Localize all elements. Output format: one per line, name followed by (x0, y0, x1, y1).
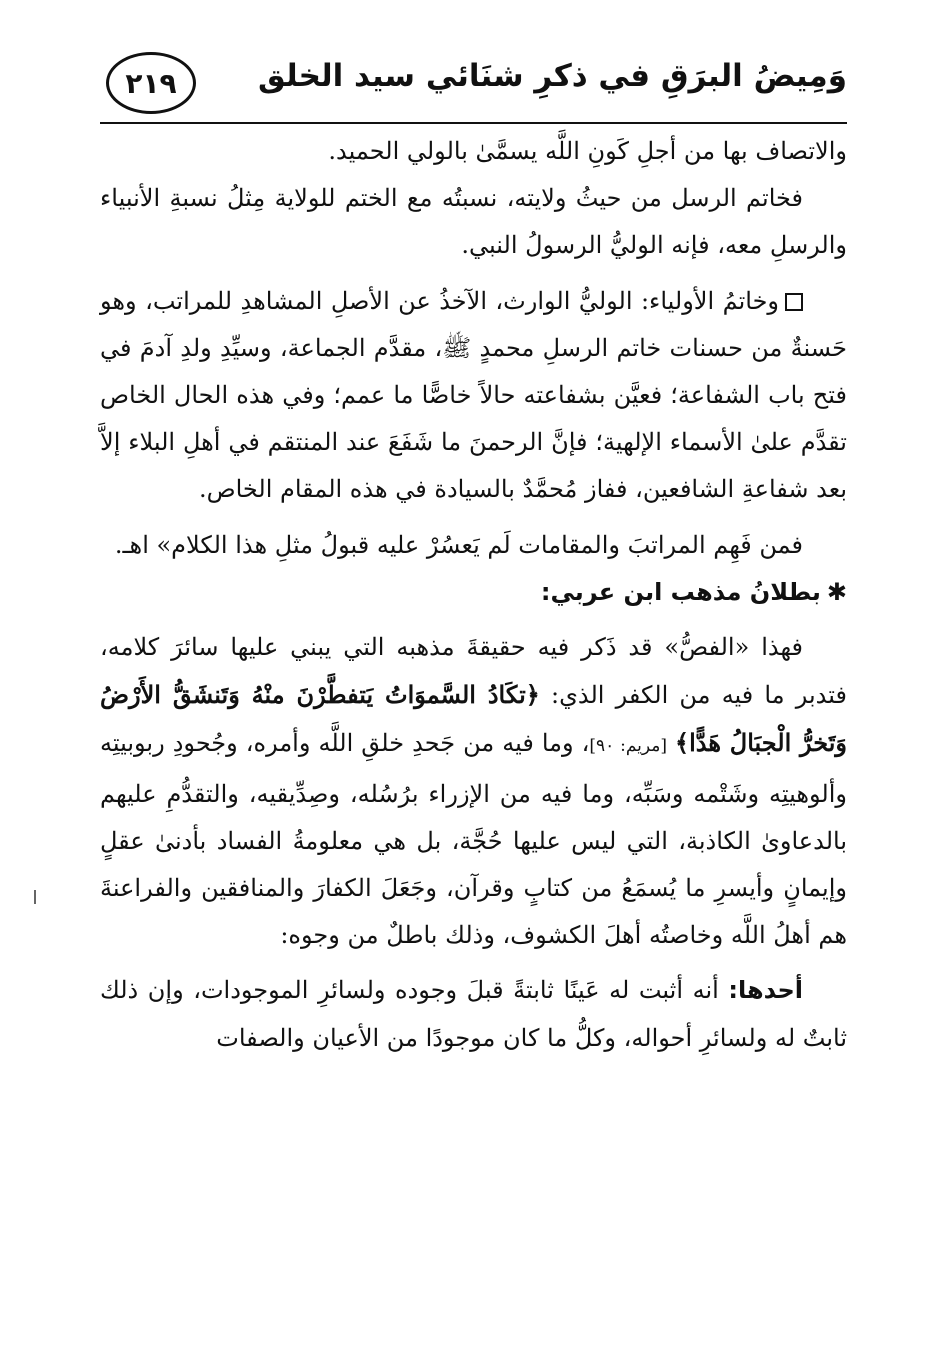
quran-verse: ﴿تكَادُ السَّموَاتُ يَتفطَّرْنَ منْهُ وَتَنشَقُّ الأَرْضُ وَتَخرُّ الْجبَالُ هَدًّا﴾ (100, 680, 847, 758)
verse-reference: [مريم: ٩٠] (589, 736, 667, 757)
paragraph-2: فخاتم الرسل من حيثُ ولايته، نسبتُه مع الختم للولاية مِثلُ نسبةِ الأنبياء والرسلِ معه، فإنه الوليُّ الرسولُ النبي. (100, 184, 847, 260)
paragraph-4: فمن فَهِم المراتبَ والمقامات لَم يَعسُرْ عليه قبولُ مثلِ هذا الكلام» اهـ. (114, 530, 803, 559)
margin-mark (34, 890, 36, 904)
section-heading-text: بطلانُ مذهب ابن عربي: (540, 577, 821, 606)
section-heading (100, 569, 847, 616)
paragraph-3-text: وخاتمُ الأولياء: الوليُّ الوارث، الآخذُ عن الأصلِ المشاهدِ للمراتب، وهو حَسنةٌ من حسنات خاتم الرسلِ محمدٍ ﷺ، مقدَّم الجماعة، وسيِّدِ ولدِ آدمَ في فتح باب الشفاعة؛ فعيَّن بشفاعته حالاً خاصًّا ما عمم؛ وفي هذه الحال الخاص تقدَّم علىٰ الأسماء الإلهية؛ فإنَّ الرحمنَ ما شَفَعَ عند المنتقم في أهلِ البلاء إلاَّ بعد شفاعةِ الشافعين، ففاز مُحمَّدٌ بالسيادة في هذه المقام الخاص. (100, 286, 847, 504)
paragraph-5-text-1: فهذا «الفصُّ» قد ذَكر فيه حقيقةَ مذهبه التي يبني عليها سائرَ كلامه، فتدبر ما فيه من الكفر الذي: (100, 633, 847, 710)
paragraph-6-lead: أحدها: (728, 976, 803, 1005)
page-body (100, 128, 847, 1062)
page-header (100, 48, 847, 124)
paragraph-5-text-2: ، وما فيه من جَحدِ خلقِ اللَّه وأمره، وجُحودِ ربوبيتِه وألوهيتِه وشَتْمه وسَبِّه، وما فيه من الإزراء برُسُله، وصِدِّيقيه، والتقدُّمِ عليهم بالدعاوىٰ الكاذبة، التي ليس عليها حُجَّة، بل هي معلومةُ الفساد بأدنىٰ عقلٍ وإيمانٍ وأيسرِ ما يُسمَعُ من كتابٍ وقرآن، وجَعَلَ الكفارَ والمنافقين والفراعنةَ هم أهلُ اللَّه وخاصتُه أهلَ الكشوف، وذلك باطلٌ من وجوه: (100, 729, 847, 950)
paragraph-5 (100, 624, 847, 959)
asterisk-icon: ✱ (826, 577, 847, 606)
paragraph-3 (100, 278, 847, 514)
paragraph-6 (100, 967, 847, 1061)
square-bullet-icon (785, 293, 803, 311)
header-divider (100, 122, 847, 124)
paragraph-1: والاتصاف بها من أجلِ كَونِ اللَّه يسمَّىٰ بالولي الحميد. (328, 137, 847, 165)
page-number: ٢١٩ (106, 52, 196, 114)
paragraph-6-text: أنه أثبت له عَينًا ثابتةً قبلَ وجوده ولسائرِ الموجودات، وإن ذلك ثابتٌ له ولسائرِ أحواله، وكلُّ ما كان موجودًا من الأعيان والصفات (100, 976, 847, 1052)
running-title: وَمِيضُ البرَقِ في ذكرِ شنَائي سيد الخلق (258, 58, 847, 94)
